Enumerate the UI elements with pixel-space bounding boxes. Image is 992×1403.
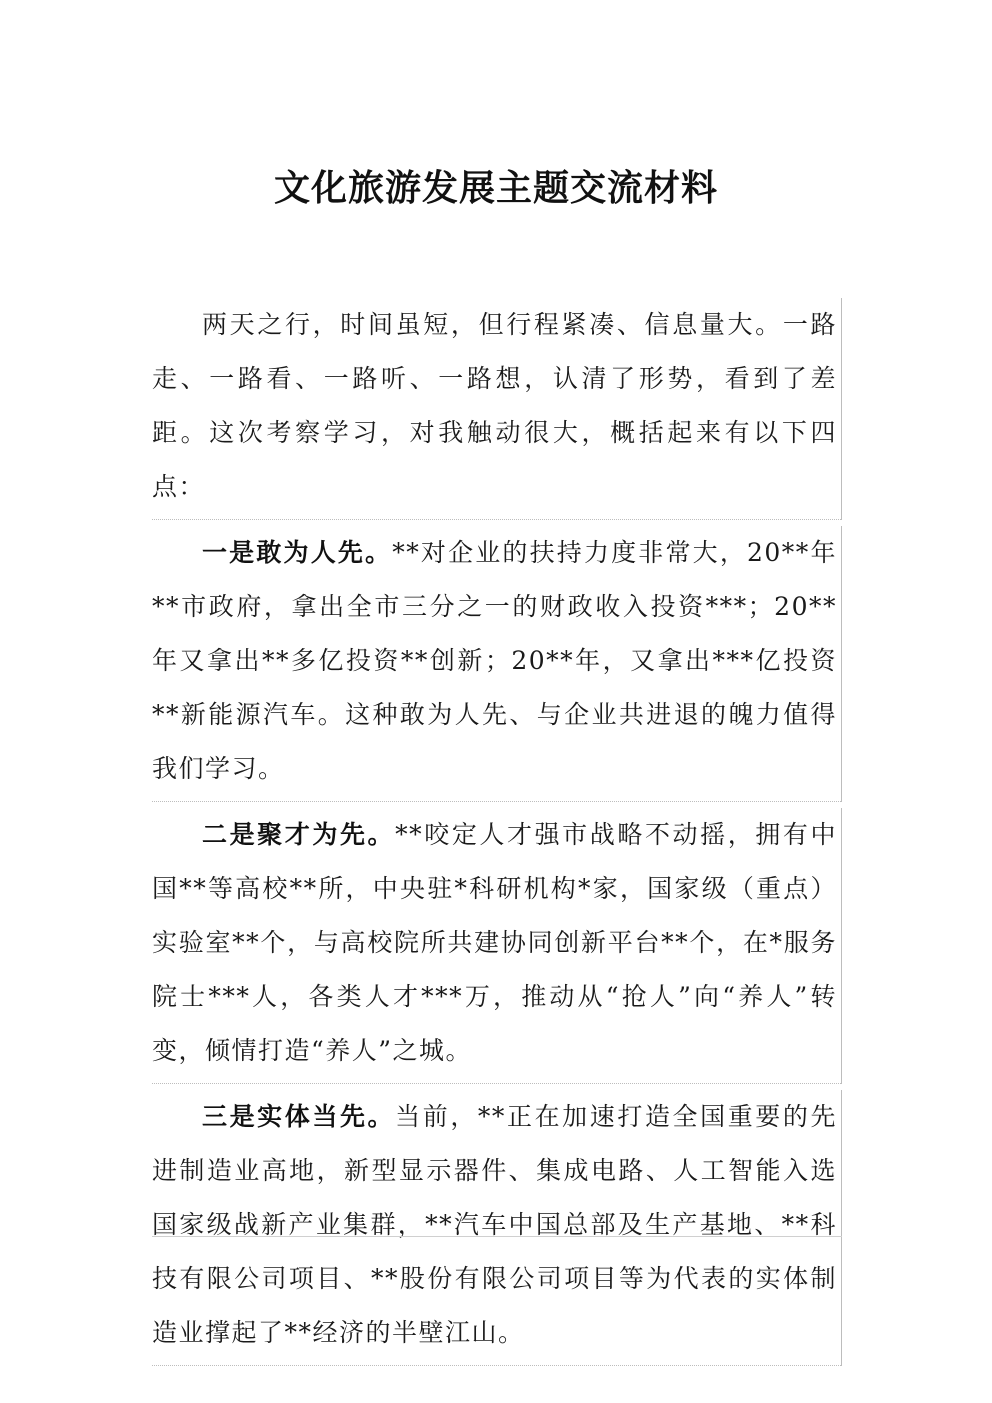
paragraph-text: 当前，**正在加速打造全国重要的先进制造业高地，新型显示器件、集成电路、人工智能入选国家级战新产业集群，**汽车中国总部及生产基地、**科技有限公司项目、**股份有限公司项目等为代表的实体制造业撑起了**经济的半壁江山。 [152, 1102, 837, 1347]
paragraph-intro [152, 298, 842, 520]
paragraph-lead: 二是聚才为先。 [202, 820, 396, 849]
paragraph-text: 两天之行，时间虽短，但行程紧凑、信息量大。一路走、一路看、一路听、一路想，认清了形势，看到了差距。这次考察学习，对我触动很大，概括起来有以下四点： [152, 310, 837, 501]
paragraph-text: **咬定人才强市战略不动摇，拥有中国**等高校**所，中央驻*科研机构*家，国家级（重点）实验室**个，与高校院所共建协同创新平台**个，在*服务院士***人，各类人才***万，推动从“抢人”向“养人”转变，倾情打造“养人”之城。 [152, 820, 837, 1065]
paragraph-lead: 三是实体当先。 [202, 1102, 396, 1131]
bottom-divider [152, 1236, 842, 1237]
document-title: 文化旅游发展主题交流材料 [273, 167, 718, 209]
paragraph-point-2 [152, 808, 842, 1084]
paragraph-point-3 [152, 1090, 842, 1366]
paragraph-lead: 一是敢为人先。 [202, 538, 393, 567]
paragraph-point-1 [152, 526, 842, 802]
document-body [152, 298, 842, 1372]
paragraph-text: **对企业的扶持力度非常大，20**年**市政府，拿出全市三分之一的财政收入投资***；20**年又拿出**多亿投资**创新；20**年，又拿出***亿投资**新能源汽车。这种敢为人先、与企业共进退的魄力值得我们学习。 [152, 538, 837, 783]
